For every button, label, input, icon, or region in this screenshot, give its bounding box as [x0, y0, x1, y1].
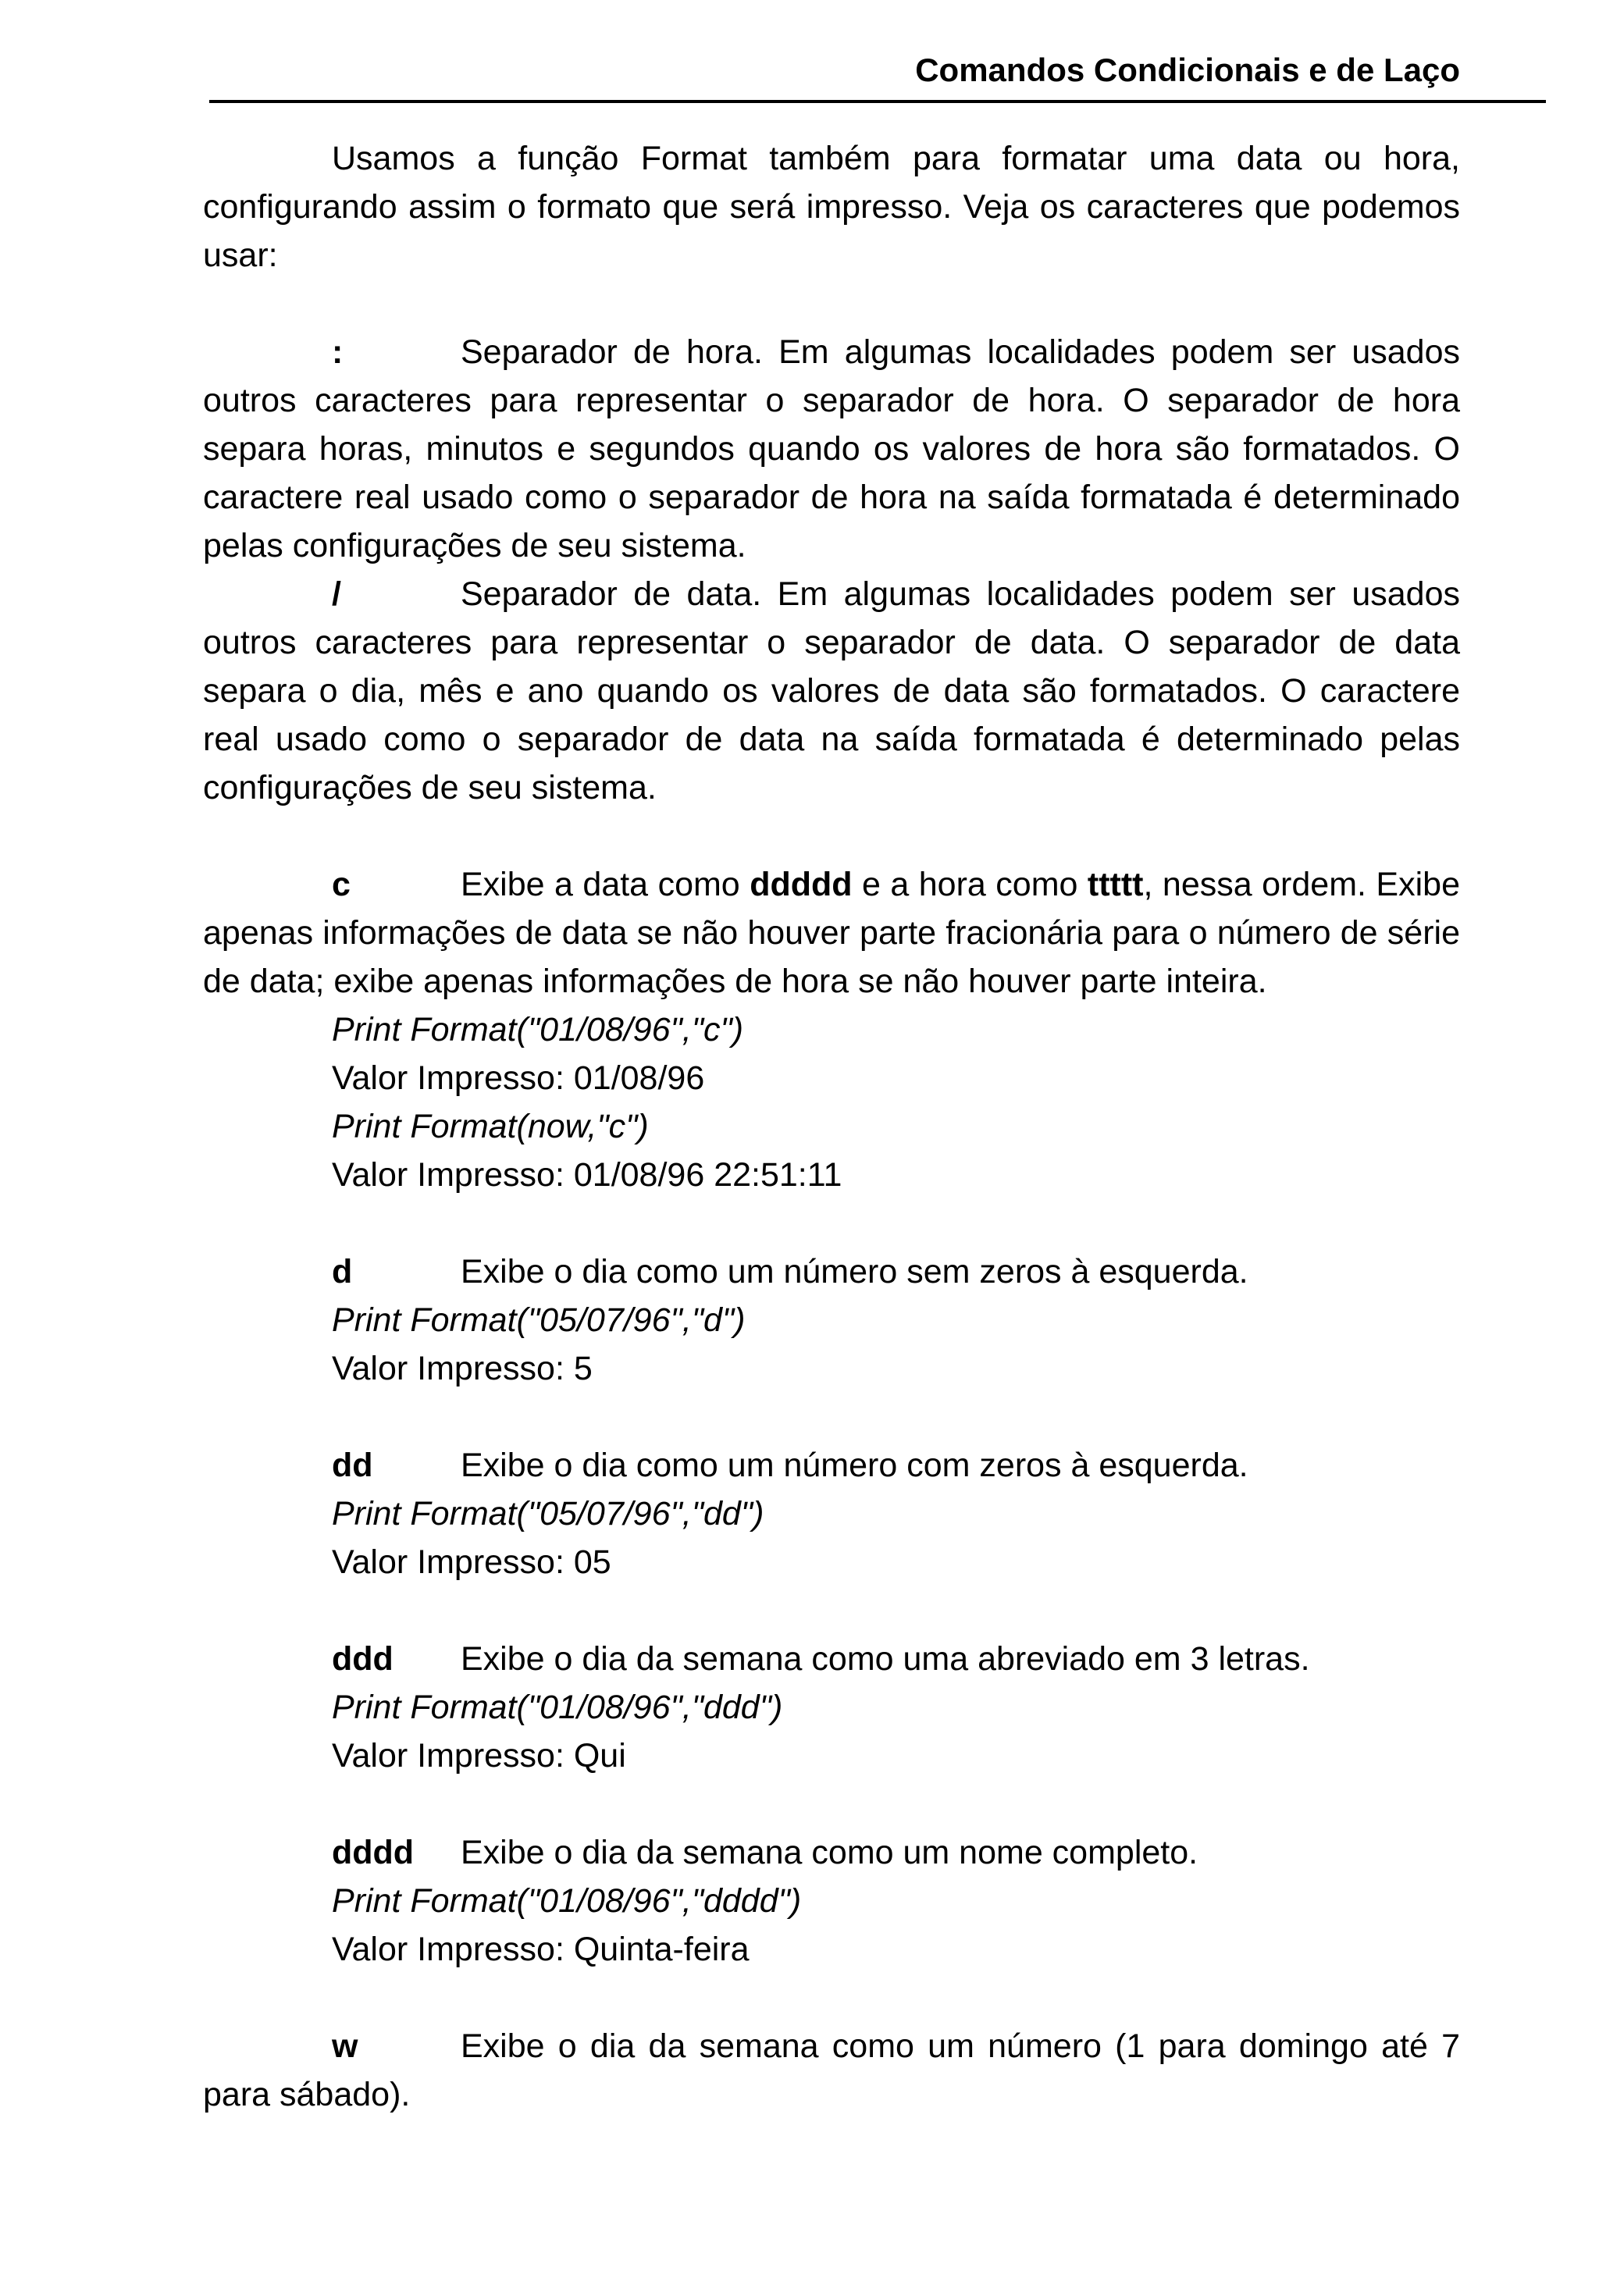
term-label: dddd	[332, 1834, 415, 1871]
code-example: Print Format(now,"c")	[332, 1108, 649, 1145]
term-description: Exibe o dia como um número sem zeros à esquerda.	[461, 1253, 1248, 1290]
item-dddd	[203, 1828, 1460, 1877]
spacer	[203, 812, 1460, 860]
spacer	[203, 1586, 1460, 1635]
header-rule	[209, 100, 1546, 103]
item-time-separator	[203, 328, 1460, 570]
term-description: Exibe o dia da semana como uma abreviado em 3 letras.	[461, 1640, 1310, 1678]
term-description: Exibe a data como	[461, 866, 750, 903]
printed-value: Valor Impresso: 5	[332, 1350, 593, 1387]
term-label: /	[332, 575, 341, 613]
term-label: d	[332, 1253, 353, 1290]
printed-value: Valor Impresso: Qui	[332, 1737, 626, 1775]
code-example: Print Format("05/07/96","d")	[332, 1301, 746, 1339]
code-example: Print Format("01/08/96","dddd")	[332, 1882, 802, 1920]
term-description: Exibe o dia da semana como um nome completo.	[461, 1834, 1198, 1871]
item-dd	[203, 1441, 1460, 1490]
item-d	[203, 1248, 1460, 1296]
printed-value: Valor Impresso: Quinta-feira	[332, 1931, 750, 1968]
intro-paragraph: Usamos a função Format também para formatar uma data ou hora, configurando assim o formato que será impresso. Veja os caracteres que podemos usar:	[203, 140, 1460, 274]
item-w	[203, 2022, 1460, 2119]
spacer	[203, 1974, 1460, 2022]
item-c	[203, 860, 1460, 1006]
item-ddd	[203, 1635, 1460, 1683]
code-example: Print Format("01/08/96","ddd")	[332, 1689, 783, 1726]
term-description: e a hora como	[852, 866, 1088, 903]
printed-value: Valor Impresso: 01/08/96	[332, 1059, 705, 1097]
term-description: , nessa ordem. Exibe apenas informações de data se não houver parte fracionária para o número de série de data; exibe apenas informações de hora se não houver parte inteira.	[203, 866, 1460, 1000]
spacer	[203, 1199, 1460, 1248]
running-header: Comandos Condicionais e de Laço	[915, 52, 1460, 88]
code-example: Print Format("05/07/96","dd")	[332, 1495, 764, 1532]
spacer	[203, 1393, 1460, 1441]
page-body	[203, 134, 1460, 2119]
term-description-bold: ttttt	[1087, 866, 1144, 903]
printed-value: Valor Impresso: 05	[332, 1543, 611, 1581]
term-description-bold: ddddd	[750, 866, 853, 903]
item-date-separator	[203, 570, 1460, 812]
term-label: dd	[332, 1447, 373, 1484]
spacer	[203, 279, 1460, 328]
code-example: Print Format("01/08/96","c")	[332, 1011, 744, 1048]
term-label: w	[332, 2027, 358, 2065]
printed-value: Valor Impresso: 01/08/96 22:51:11	[332, 1156, 842, 1194]
spacer	[203, 1780, 1460, 1828]
term-description: Separador de data. Em algumas localidades podem ser usados outros caracteres para representar o separador de data. O separador de data separa o dia, mês e ano quando os valores de data são formatados. O caractere real usado como o separador de data na saída formatada é determinado pelas configurações de seu sistema.	[203, 575, 1460, 806]
term-label: ddd	[332, 1640, 394, 1678]
term-description: Separador de hora. Em algumas localidades podem ser usados outros caracteres para representar o separador de hora. O separador de hora separa horas, minutos e segundos quando os valores de hora são formatados. O caractere real usado como o separador de hora na saída formatada é determinado pelas configurações de seu sistema.	[203, 333, 1460, 564]
term-description: Exibe o dia como um número com zeros à esquerda.	[461, 1447, 1248, 1484]
term-label: c	[332, 866, 351, 903]
term-label: :	[332, 333, 344, 371]
term-description: Exibe o dia da semana como um número (1 para domingo até 7 para sábado).	[203, 2027, 1460, 2113]
